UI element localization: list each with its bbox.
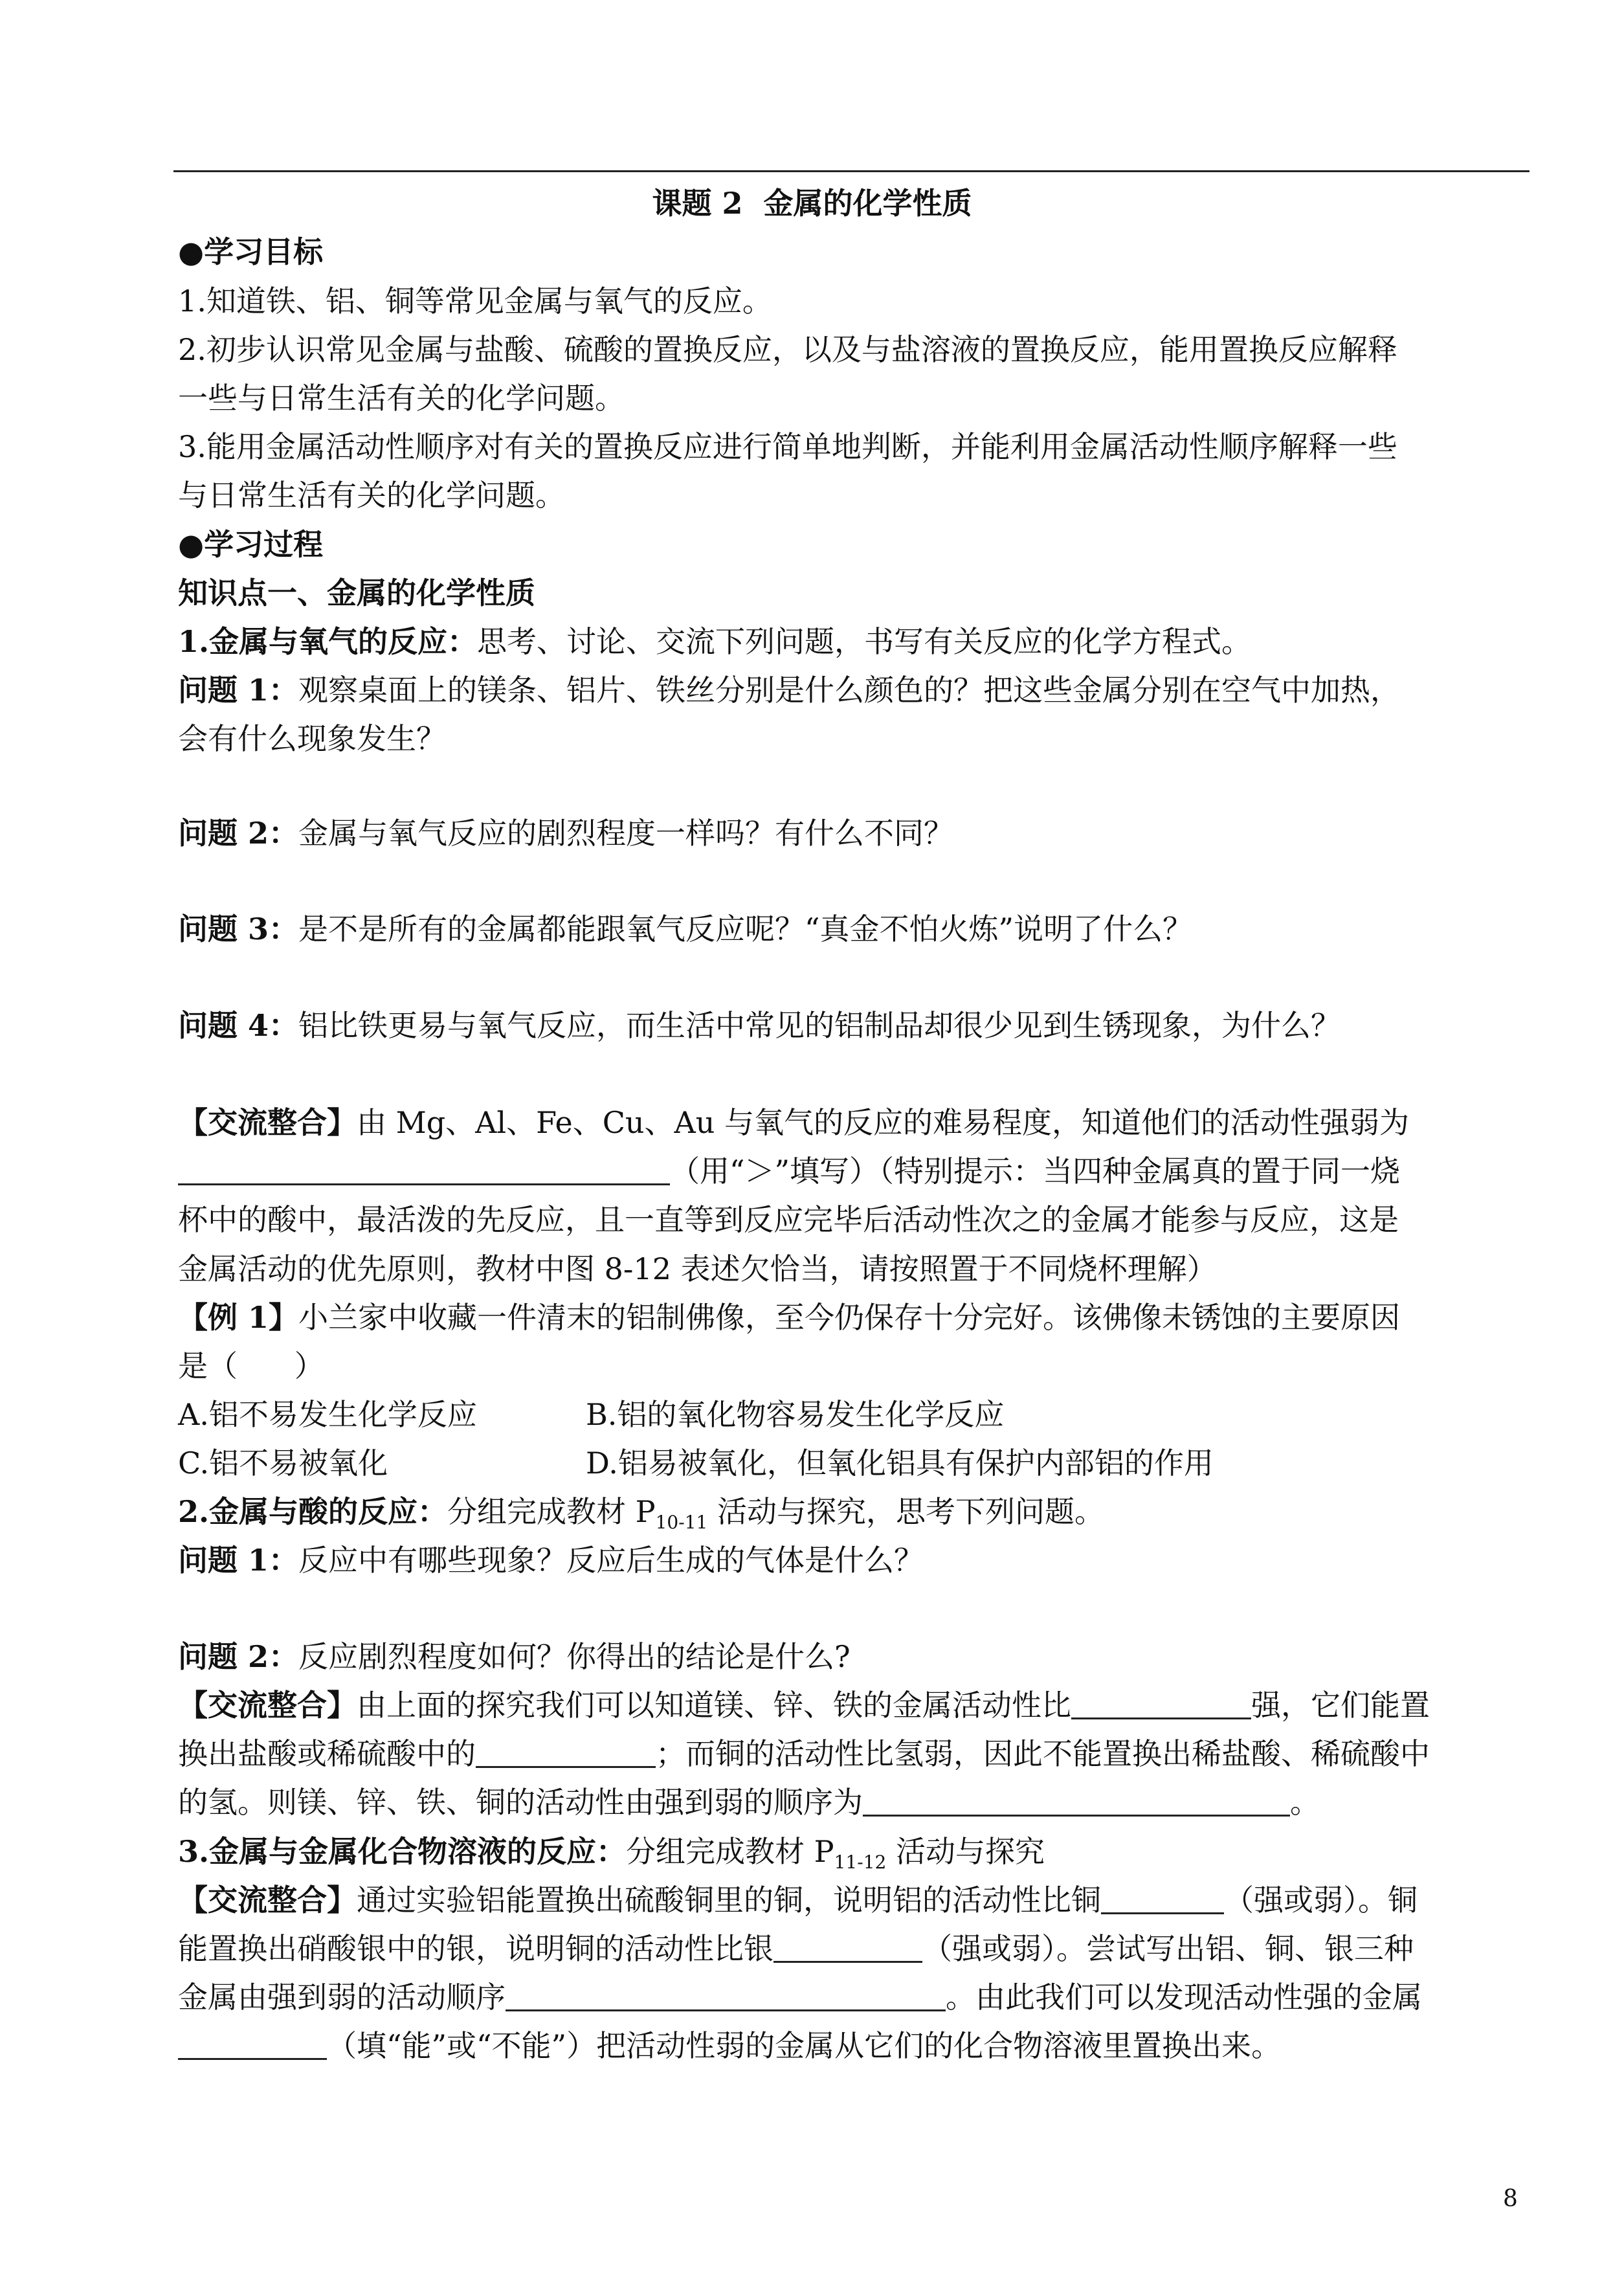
- exchange-2-line-1: [178, 1685, 1430, 1725]
- section-3-pages: 11-12: [834, 1851, 887, 1873]
- answer-blank[interactable]: [476, 1735, 656, 1768]
- exchange-3-text: 通过实验铝能置换出硫酸铜里的铜，说明铝的活动性比铜: [357, 1883, 1101, 1918]
- example-1-line-2: 是（ ）: [178, 1348, 324, 1383]
- exchange-3-text-4: （强或弱）。尝试写出铝、铜、银三种: [922, 1931, 1414, 1966]
- exchange-2-text-5: 的氢。则镁、锌、铁、铜的活动性由强到弱的顺序为: [178, 1785, 863, 1820]
- question-1-line-2: 会有什么现象发生？: [178, 721, 446, 756]
- exchange-2-line-3: [178, 1782, 1320, 1822]
- section-2-question-1-label: 问题 1：: [178, 1543, 299, 1578]
- example-1-text: 小兰家中收藏一件清末的铝制佛像，至今仍保存十分完好。该佛像未锈蚀的主要原因: [298, 1300, 1401, 1335]
- exchange-2-text-2: 强，它们能置: [1251, 1688, 1430, 1723]
- question-2-line: [178, 813, 953, 853]
- question-1-label: 问题 1：: [178, 673, 299, 708]
- question-4-label: 问题 4：: [178, 1008, 299, 1043]
- exchange-2-text-3: 换出盐酸或稀硫酸中的: [178, 1736, 476, 1771]
- section-2-question-2-text: 反应剧烈程度如何？你得出的结论是什么?: [298, 1639, 851, 1674]
- objectives-heading: ●学习目标: [178, 234, 324, 269]
- exchange-3-text-3: 能置换出硝酸银中的银，说明铜的活动性比银: [178, 1931, 773, 1966]
- exchange-3-line-4: [178, 2026, 1281, 2066]
- question-3-label: 问题 3：: [178, 912, 299, 946]
- exchange-2-line-2: [178, 1734, 1430, 1774]
- answer-blank[interactable]: [773, 1930, 922, 1963]
- section-2-heading: 2.金属与酸的反应：: [178, 1494, 448, 1529]
- option-a: A.铝不易发生化学反应: [178, 1397, 477, 1432]
- exchange-3-text-7: （填“能”或“不能”）把活动性弱的金属从它们的化合物溶液里置换出来。: [327, 2028, 1282, 2063]
- exchange-3-text-2: （强或弱）。铜: [1224, 1883, 1418, 1918]
- section-2-question-2-line: [178, 1637, 851, 1677]
- exchange-2-text: 由上面的探究我们可以知道镁、锌、铁的金属活动性比: [357, 1688, 1071, 1723]
- section-2-line: [178, 1492, 1104, 1543]
- section-2-question-1-line: [178, 1540, 924, 1580]
- question-2-text: 金属与氧气反应的剧烈程度一样吗？有什么不同？: [298, 816, 954, 851]
- exchange-1-text-2: （用“＞”填写）（特别提示：当四种金属真的置于同一烧: [670, 1154, 1401, 1189]
- exchange-3-label: 【交流整合】: [178, 1883, 357, 1918]
- section-3-heading: 3.金属与金属化合物溶液的反应：: [178, 1834, 627, 1869]
- section-2-text-2: 活动与探究，思考下列问题。: [707, 1494, 1104, 1529]
- exchange-3-line-1: [178, 1880, 1418, 1920]
- section-2-pages: 10-11: [655, 1512, 708, 1533]
- question-1-text: 观察桌面上的镁条、铝片、铁丝分别是什么颜色的？把这些金属分别在空气中加热，: [298, 673, 1401, 708]
- question-1-line-1: [178, 670, 1400, 710]
- example-1-label: 【例 1】: [178, 1300, 299, 1335]
- exchange-3-text-5: 金属由强到弱的活动顺序: [178, 1980, 506, 2015]
- answer-blank[interactable]: [863, 1784, 1290, 1817]
- answer-blank[interactable]: [506, 1978, 946, 2011]
- exchange-2-label: 【交流整合】: [178, 1688, 357, 1723]
- option-b: B.铝的氧化物容易发生化学反应: [586, 1397, 1005, 1432]
- objective-2-line-2: 一些与日常生活有关的化学问题。: [178, 381, 625, 416]
- option-c: C.铝不易被氧化: [178, 1446, 388, 1481]
- exchange-2-text-6: 。: [1290, 1785, 1320, 1820]
- option-d: D.铝易被氧化，但氧化铝具有保护内部铝的作用: [586, 1446, 1214, 1481]
- knowledge-point-1: 知识点一、金属的化学性质: [178, 576, 535, 610]
- objective-2-line-1: 2.初步认识常见金属与盐酸、硫酸的置换反应，以及与盐溶液的置换反应，能用置换反应解释: [178, 332, 1397, 367]
- question-4-text: 铝比铁更易与氧气反应，而生活中常见的铝制品却很少见到生锈现象，为什么？: [298, 1008, 1341, 1043]
- objective-3-line-1: 3.能用金属活动性顺序对有关的置换反应进行简单地判断，并能利用金属活动性顺序解释一些: [178, 429, 1397, 464]
- question-4-line: [178, 1005, 1340, 1046]
- answer-blank[interactable]: [178, 2027, 327, 2060]
- section-1-line: [178, 621, 1251, 662]
- page-title: 课题 2 金属的化学性质: [652, 186, 972, 221]
- page-number: 8: [1503, 2186, 1518, 2212]
- section-1-heading: 1.金属与氧气的反应：: [178, 624, 478, 659]
- question-3-line: [178, 909, 1192, 949]
- exchange-1-line-2: [178, 1151, 1400, 1191]
- exchange-3-line-2: [178, 1929, 1414, 1969]
- section-2-question-1-text: 反应中有哪些现象？反应后生成的气体是什么？: [298, 1543, 924, 1578]
- exchange-3-line-3: [178, 1977, 1422, 2017]
- section-1-text: 思考、讨论、交流下列问题，书写有关反应的化学方程式。: [477, 624, 1252, 659]
- header-rule: [173, 170, 1529, 172]
- question-2-label: 问题 2：: [178, 816, 299, 851]
- exchange-1-label: 【交流整合】: [178, 1105, 357, 1140]
- section-2-question-2-label: 问题 2：: [178, 1639, 299, 1674]
- objective-1: 1.知道铁、铝、铜等常见金属与氧气的反应。: [178, 284, 772, 319]
- exchange-3-text-6: 。由此我们可以发现活动性强的金属: [946, 1980, 1422, 2015]
- exchange-1-text: 由 Mg、Al、Fe、Cu、Au 与氧气的反应的难易程度，知道他们的活动性强弱为: [357, 1105, 1410, 1140]
- objective-3-line-2: 与日常生活有关的化学问题。: [178, 478, 565, 513]
- section-3-line: [178, 1831, 1045, 1883]
- exchange-1-line-3: 杯中的酸中，最活泼的先反应，且一直等到反应完毕后活动性次之的金属才能参与反应，这是: [178, 1202, 1399, 1237]
- exchange-1-line-1: [178, 1102, 1409, 1143]
- answer-blank[interactable]: [178, 1152, 670, 1185]
- answer-blank[interactable]: [1101, 1881, 1224, 1914]
- exchange-2-text-4: ；而铜的活动性比氢弱，因此不能置换出稀盐酸、稀硫酸中: [656, 1736, 1430, 1771]
- section-3-text: 分组完成教材 P: [626, 1834, 834, 1869]
- answer-blank[interactable]: [1071, 1686, 1251, 1719]
- process-heading: ●学习过程: [178, 527, 324, 562]
- exchange-1-line-4: 金属活动的优先原则，教材中图 8-12 表述欠恰当，请按照置于不同烧杯理解）: [178, 1251, 1217, 1286]
- question-3-text: 是不是所有的金属都能跟氧气反应呢？“真金不怕火炼”说明了什么？: [298, 912, 1193, 946]
- section-2-text: 分组完成教材 P: [447, 1494, 656, 1529]
- section-3-text-2: 活动与探究: [886, 1834, 1045, 1869]
- example-1-line-1: [178, 1297, 1400, 1337]
